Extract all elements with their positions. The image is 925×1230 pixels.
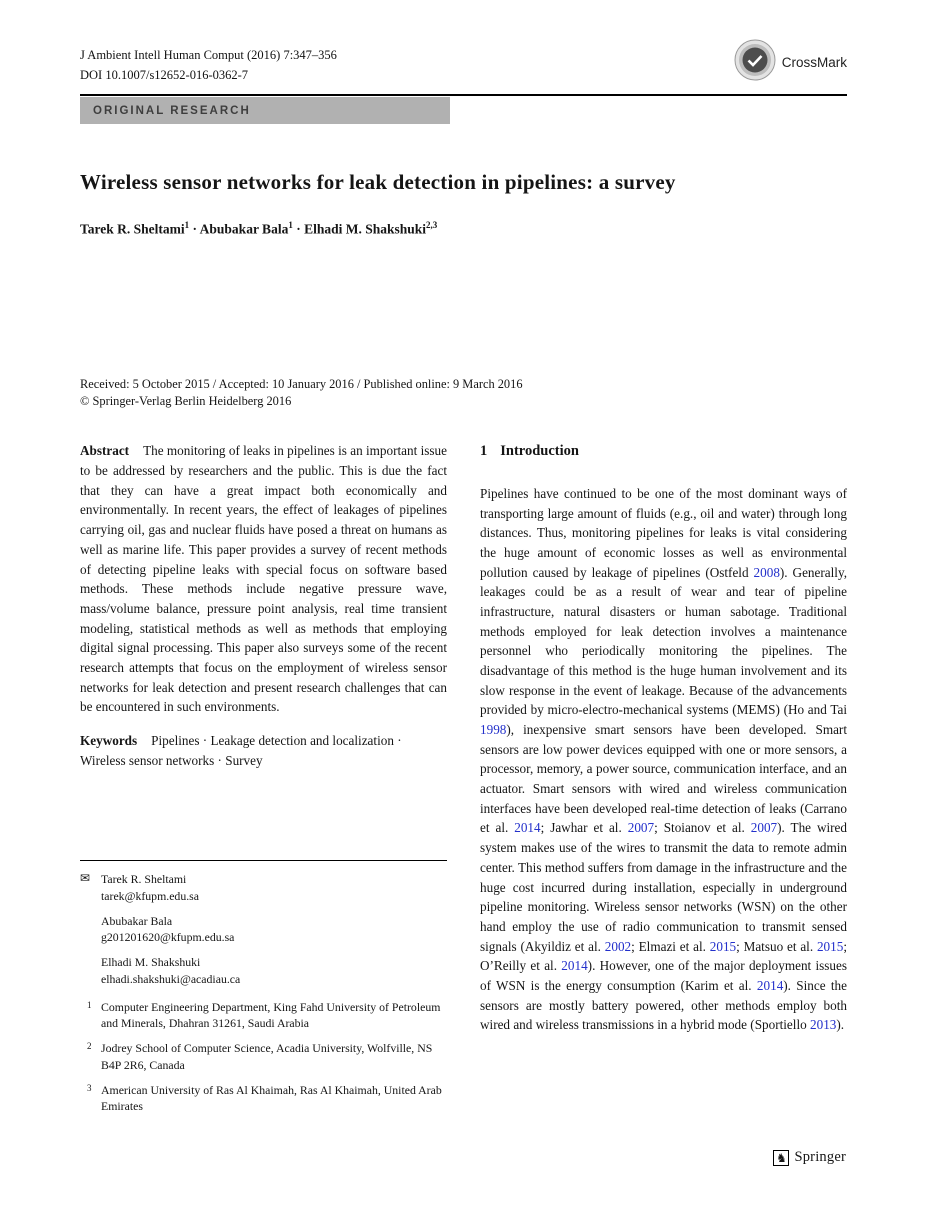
section-number: 1 [480, 443, 488, 460]
affiliations-list [80, 999, 447, 1115]
article-type-banner: ORIGINAL RESEARCH [80, 97, 450, 124]
keywords-paragraph [80, 731, 447, 770]
affiliation-marker: 1 [87, 999, 92, 1010]
page-header [80, 45, 847, 86]
crossmark-icon [734, 39, 776, 86]
citation-link[interactable]: 2008 [753, 564, 780, 580]
correspondence-entry [80, 954, 447, 987]
keywords-heading: Keywords [80, 732, 138, 748]
citation-link[interactable]: 1998 [480, 722, 507, 738]
left-column [80, 441, 447, 1123]
author-affiliation-marker: 1 [184, 220, 190, 230]
correspondent-email: tarek@kfupm.edu.sa [101, 888, 199, 903]
citation-link[interactable]: 2002 [604, 938, 632, 954]
author-affiliation-marker: 1 [288, 220, 293, 230]
page-title: Wireless sensor networks for leak detection in pipelines: a survey [80, 170, 676, 194]
citation-link[interactable]: 2015 [709, 938, 737, 954]
correspondent-email: elhadi.shakshuki@acadiau.ca [101, 971, 241, 986]
author-separator: · [292, 221, 305, 237]
body-text: Pipelines have continued to be one of the most dominant ways of transporting large amount of fluids (e.g., oil and water) through long distances. Thus, monitoring pipelines for leaks is vital considering the huge amount of economic losses as well as environmental pollution caused by leakage of pipelines (Ostfeld [480, 486, 847, 580]
publisher-footer [773, 1149, 846, 1166]
abstract-paragraph [80, 441, 447, 716]
affiliation-text: American University of Ras Al Khaimah, Ras Al Khaimah, United Arab Emirates [101, 1082, 442, 1114]
section-heading-introduction [480, 441, 847, 463]
author-name: Tarek R. Sheltami [80, 221, 185, 237]
envelope-icon: ✉ [80, 871, 91, 886]
body-text: ; Elmazi et al. [631, 938, 710, 954]
abstract-heading: Abstract [80, 443, 130, 459]
citation-link[interactable]: 2014 [514, 820, 541, 836]
correspondent-name: Elhadi M. Shakshuki [101, 955, 201, 970]
publisher-name: Springer [794, 1149, 846, 1165]
correspondent-name: Abubakar Bala [101, 913, 173, 928]
body-columns [80, 441, 847, 1123]
author-name: Abubakar Bala [199, 221, 289, 237]
crossmark-label: CrossMark [781, 55, 847, 70]
author-affiliation-marker: 2,3 [426, 220, 438, 230]
body-text: ). Since the sensors are mostly battery powered, other methods employ both wired and wireless transmissions in a hybrid mode (Sportiello [480, 977, 847, 1033]
body-text: ; Jawhar et al. [540, 820, 628, 836]
springer-logo-icon: ♞ [773, 1150, 789, 1166]
journal-meta [80, 45, 337, 85]
correspondence-entry [80, 871, 447, 904]
correspondent-name: Tarek R. Sheltami [101, 872, 187, 887]
correspondence-entry [80, 913, 447, 946]
affiliation-item [80, 1082, 447, 1115]
section-label: Introduction [500, 443, 579, 460]
introduction-paragraph [480, 484, 847, 1035]
affiliation-text: Computer Engineering Department, King Fahd University of Petroleum and Minerals, Dhahran 31261, Saudi Arabia [101, 999, 441, 1031]
citation-link[interactable]: 2007 [627, 820, 655, 836]
copyright-line: © Springer-Verlag Berlin Heidelberg 2016 [80, 394, 292, 409]
body-text: ; Matsuo et al. [736, 938, 817, 954]
citation-link[interactable]: 2013 [810, 1017, 837, 1033]
citation-link[interactable]: 2015 [816, 938, 844, 954]
authors-line [80, 220, 847, 238]
body-text: ). Generally, leakages could be as a result of wear and tear of pipeline infrastructure, natural disasters or human sabotage. Traditional methods employed for leak detection involves a maintenance personnel who periodically monitoring the pipelines. The disadvantage of this method is the huge human involvement and its slow response in the event of leakage. Because of the advancements provided by micro-electro-mechanical systems (MEMS) (Ho and Tai [480, 564, 847, 718]
crossmark-badge[interactable] [734, 39, 847, 86]
received-accepted-line: Received: 5 October 2015 / Accepted: 10 January 2016 / Published online: 9 March 2016 [80, 376, 523, 391]
correspondent-email: g201201620@kfupm.edu.sa [101, 930, 235, 945]
affiliation-marker: 2 [87, 1041, 92, 1052]
header-rule [80, 94, 847, 96]
citation-link[interactable]: 2014 [561, 958, 588, 974]
citation-link[interactable]: 2007 [750, 820, 778, 836]
right-column [480, 441, 847, 1123]
author-name: Elhadi M. Shakshuki [304, 221, 427, 237]
keywords-text: Pipelines · Leakage detection and localization · Wireless sensor networks · Survey [80, 732, 402, 768]
citation-link[interactable]: 2014 [756, 977, 784, 993]
affiliation-item [80, 1040, 447, 1073]
affiliation-text: Jodrey School of Computer Science, Acadia University, Wolfville, NS B4P 2R6, Canada [101, 1041, 433, 1072]
footnote-block [80, 860, 447, 1123]
body-text: ). The wired system makes use of the wires to transmit the data to remote admin center. This method suffers from damage in the infrastructure and the huge cost incurred during installation, especially in underground pipeline monitoring. Wireless sensor networks (WSN) on the other hand employ the use of radio communication to transmit sensed signals (Akyildiz et al. [480, 820, 847, 954]
journal-citation: J Ambient Intell Human Comput (2016) 7:347–356 [80, 48, 337, 62]
body-text: ; Stoianov et al. [654, 820, 751, 836]
affiliation-item [80, 999, 447, 1032]
body-text: ), inexpensive smart sensors have been developed. Smart sensors are low power devices equipped with one or more sensors, a processor, memory, a power source, communication interface, and an actuator. Smart sensors with wired and wireless communication interfaces have been developed real-time detection of leaks (Carrano et al. [480, 722, 847, 836]
author-separator: · [189, 221, 200, 237]
abstract-text: The monitoring of leaks in pipelines is an important issue to be addressed by researchers and the public. This is due the fact that they can have a great impact both economically and environmentally. In recent years, the effect of leakages of pipelines carrying oil, gas and nuclear fluids have posed a threat on humans as well as marine life. This paper provides a survey of recent methods of detecting pipeline leaks with special focus on software based methods. These methods include negative pressure wave, mass/volume balance, pressure point analysis, real time transient modeling, statistical methods as well as methods that employing digital signal processing. This paper also surveys some of the recent research attempts that focus on the employment of wireless sensor networks for leak detection and present research challenges that can be encountered in such environments. [80, 443, 447, 715]
body-text: ). However, one of the major deployment issues of WSN is the energy consumption (Karim et al. [480, 958, 847, 993]
dates-block [80, 376, 847, 412]
affiliation-marker: 3 [87, 1082, 92, 1093]
body-text: ). [836, 1017, 845, 1033]
doi: DOI 10.1007/s12652-016-0362-7 [80, 68, 249, 82]
body-text: ; O’Reilly et al. [480, 938, 847, 974]
